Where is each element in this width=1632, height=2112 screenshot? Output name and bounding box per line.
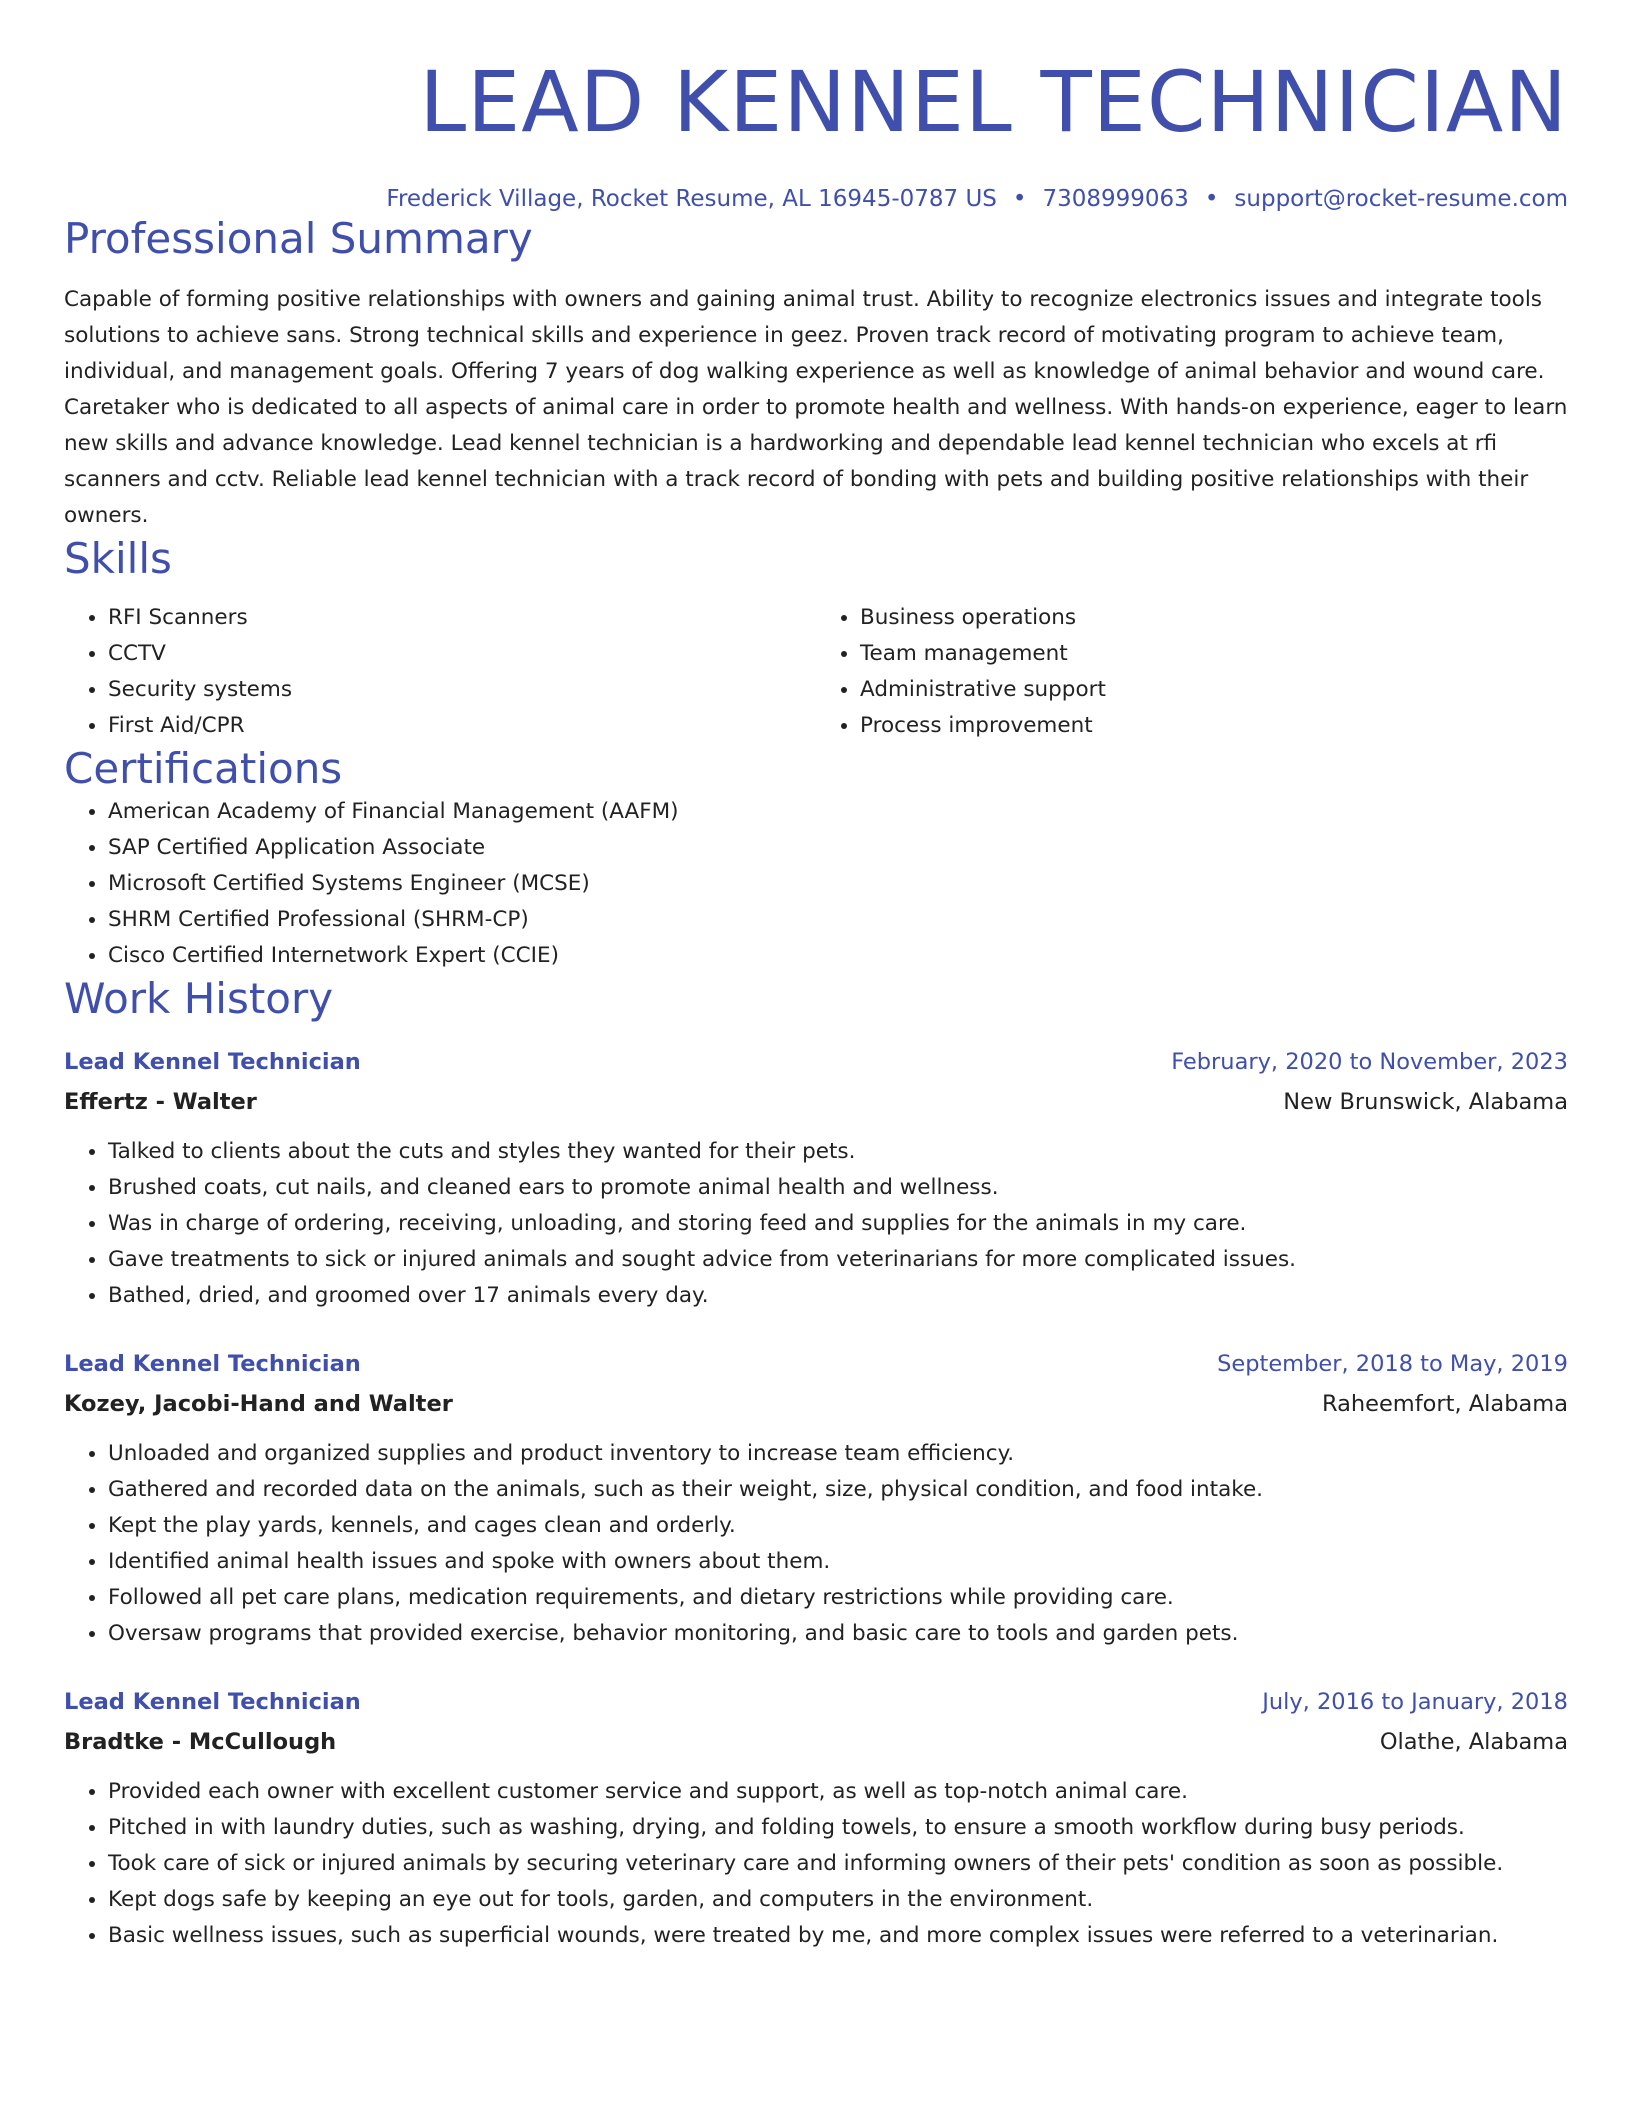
job-company: Bradtke - McCullough bbox=[64, 1729, 337, 1755]
summary-text: Capable of forming positive relationships with owners and gaining animal trust. Ability to recognize electronics issues and integrate tools solutions to achieve sans. Strong technical skills and experience in geez. Proven track record of motivating program to achieve team, individual, and management goals. Offering 7 years of dog walking experience as well as knowledge of animal behavior and wound care. Caretaker who is dedicated to all aspects of animal care in order to promote health and wellness. With hands-on experience, eager to learn new skills and advance knowledge. Lead kennel technician is a hardworking and dependable lead kennel technician who excels at rfi scanners and cctv. Reliable lead kennel technician with a track record of bonding with pets and building positive relationships with their owners. bbox=[64, 287, 1568, 528]
certification-item: • SAP Certified Application Associate bbox=[108, 830, 1568, 866]
job-duty: • Pitched in with laundry duties, such as washing, drying, and folding towels, to ensure a smooth workflow during busy periods. bbox=[108, 1810, 1568, 1846]
job-duty: • Followed all pet care plans, medication requirements, and dietary restrictions while providing care. bbox=[108, 1580, 1568, 1616]
certification-item: • Cisco Certified Internetwork Expert (CCIE) bbox=[108, 938, 1568, 974]
certifications-heading: Certifications bbox=[64, 744, 343, 793]
job-subheader bbox=[64, 1384, 1568, 1424]
contact-phone: 7308999063 bbox=[1042, 186, 1189, 212]
job-subheader bbox=[64, 1082, 1568, 1122]
job-dates: July, 2016 to January, 2018 bbox=[1262, 1689, 1568, 1715]
job-duty: • Kept dogs safe by keeping an eye out for tools, garden, and computers in the environment. bbox=[108, 1882, 1568, 1918]
job-header bbox=[64, 1042, 1568, 1082]
job-duty: • Brushed coats, cut nails, and cleaned ears to promote animal health and wellness. bbox=[108, 1170, 1568, 1206]
job-dates: September, 2018 to May, 2019 bbox=[1217, 1351, 1568, 1377]
job-title: Lead Kennel Technician bbox=[64, 1049, 361, 1075]
skill-item: • Process improvement bbox=[860, 708, 1568, 744]
job-duty: • Basic wellness issues, such as superficial wounds, were treated by me, and more complex issues were referred to a veterinarian. bbox=[108, 1918, 1568, 1954]
job-subheader bbox=[64, 1722, 1568, 1762]
job-entry bbox=[64, 1682, 1568, 1954]
certification-item: • SHRM Certified Professional (SHRM-CP) bbox=[108, 902, 1568, 938]
contact-email: support@rocket-resume.com bbox=[1234, 186, 1568, 212]
certification-item: • Microsoft Certified Systems Engineer (MCSE) bbox=[108, 866, 1568, 902]
skills-columns bbox=[64, 600, 1568, 744]
skill-item: • First Aid/CPR bbox=[108, 708, 816, 744]
resume-name: LEAD KENNEL TECHNICIAN bbox=[419, 53, 1568, 151]
certification-item: • American Academy of Financial Management (AAFM) bbox=[108, 794, 1568, 830]
contact-line bbox=[64, 184, 1568, 214]
job-duty: • Identified animal health issues and spoke with owners about them. bbox=[108, 1544, 1568, 1580]
certifications-list bbox=[64, 794, 1568, 974]
job-duties bbox=[64, 1134, 1568, 1314]
job-duties bbox=[64, 1774, 1568, 1954]
skills-heading: Skills bbox=[64, 534, 172, 583]
job-duty: • Oversaw programs that provided exercise, behavior monitoring, and basic care to tools and garden pets. bbox=[108, 1616, 1568, 1652]
job-duty: • Was in charge of ordering, receiving, unloading, and storing feed and supplies for the animals in my care. bbox=[108, 1206, 1568, 1242]
job-dates: February, 2020 to November, 2023 bbox=[1171, 1049, 1568, 1075]
skill-item: • Team management bbox=[860, 636, 1568, 672]
job-duty: • Gave treatments to sick or injured animals and sought advice from veterinarians for more complicated issues. bbox=[108, 1242, 1568, 1278]
job-duties bbox=[64, 1436, 1568, 1652]
job-duty: • Provided each owner with excellent customer service and support, as well as top-notch animal care. bbox=[108, 1774, 1568, 1810]
resume-page bbox=[64, 0, 1568, 1954]
skills-list-right bbox=[816, 600, 1568, 744]
job-title: Lead Kennel Technician bbox=[64, 1351, 361, 1377]
job-entry bbox=[64, 1344, 1568, 1652]
skill-item: • CCTV bbox=[108, 636, 816, 672]
work-history-list bbox=[64, 1042, 1568, 1954]
skill-item: • Administrative support bbox=[860, 672, 1568, 708]
job-duty: • Kept the play yards, kennels, and cages clean and orderly. bbox=[108, 1508, 1568, 1544]
job-location: New Brunswick, Alabama bbox=[1283, 1089, 1568, 1115]
contact-separator: • bbox=[1204, 186, 1219, 212]
job-company: Kozey, Jacobi-Hand and Walter bbox=[64, 1391, 453, 1417]
job-location: Raheemfort, Alabama bbox=[1321, 1391, 1568, 1417]
job-company: Effertz - Walter bbox=[64, 1089, 257, 1115]
skills-list-left bbox=[64, 600, 816, 744]
job-location: Olathe, Alabama bbox=[1379, 1729, 1568, 1755]
contact-separator: • bbox=[1012, 186, 1027, 212]
work-history-heading: Work History bbox=[64, 974, 334, 1023]
job-header bbox=[64, 1344, 1568, 1384]
contact-address: Frederick Village, Rocket Resume, AL 16945-0787 US bbox=[386, 186, 997, 212]
job-header bbox=[64, 1682, 1568, 1722]
job-duty: • Took care of sick or injured animals by securing veterinary care and informing owners of their pets' condition as soon as possible. bbox=[108, 1846, 1568, 1882]
job-entry bbox=[64, 1042, 1568, 1314]
job-duty: • Unloaded and organized supplies and product inventory to increase team efficiency. bbox=[108, 1436, 1568, 1472]
skill-item: • RFI Scanners bbox=[108, 600, 816, 636]
job-duty: • Gathered and recorded data on the animals, such as their weight, size, physical condition, and food intake. bbox=[108, 1472, 1568, 1508]
skill-item: • Security systems bbox=[108, 672, 816, 708]
summary-heading: Professional Summary bbox=[64, 214, 533, 263]
job-duty: • Talked to clients about the cuts and styles they wanted for their pets. bbox=[108, 1134, 1568, 1170]
skill-item: • Business operations bbox=[860, 600, 1568, 636]
job-duty: • Bathed, dried, and groomed over 17 animals every day. bbox=[108, 1278, 1568, 1314]
job-title: Lead Kennel Technician bbox=[64, 1689, 361, 1715]
